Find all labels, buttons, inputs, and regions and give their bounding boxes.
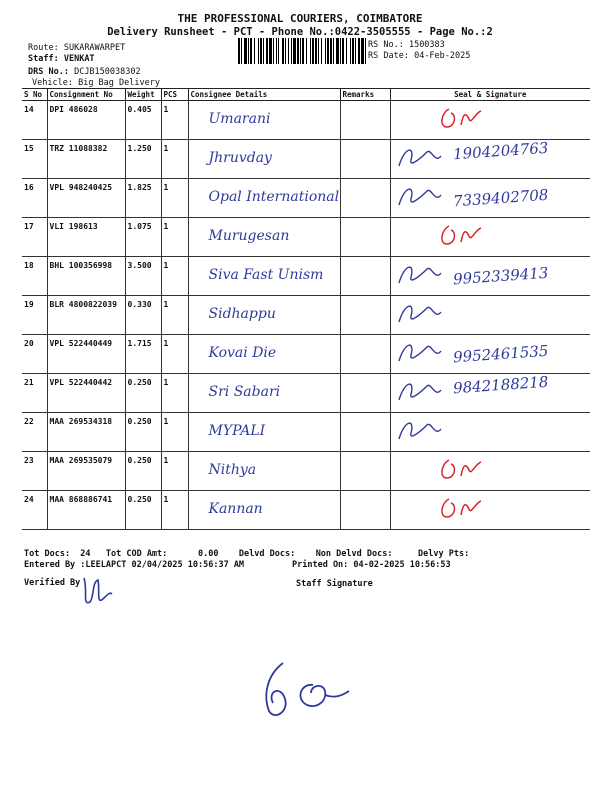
- cell-consignee: [188, 140, 340, 179]
- cell-consignment: BHL 100356998: [47, 257, 125, 296]
- cell-sno: 22: [22, 413, 47, 452]
- barcode: [238, 38, 366, 64]
- cell-sno: 23: [22, 452, 47, 491]
- cell-consignment: MAA 868886741: [47, 491, 125, 530]
- cell-consignment: VPL 522440442: [47, 374, 125, 413]
- col-consignee: Consignee Details: [188, 89, 340, 101]
- cell-consignee: [188, 218, 340, 257]
- cell-remarks: [340, 374, 390, 413]
- cell-weight: 0.250: [125, 452, 161, 491]
- cell-signature: [390, 218, 590, 257]
- cell-consignee: [188, 179, 340, 218]
- cell-weight: 3.500: [125, 257, 161, 296]
- runsheet-table: [22, 88, 590, 530]
- table-row: [22, 296, 590, 335]
- cell-consignee: [188, 491, 340, 530]
- printed-on: Printed On: 04-02-2025 10:56:53: [292, 560, 451, 570]
- cell-pcs: 1: [161, 218, 188, 257]
- consignee-handwriting: Kovai Die: [208, 345, 277, 361]
- cell-consignment: TRZ 11088382: [47, 140, 125, 179]
- cell-remarks: [340, 179, 390, 218]
- cell-sno: 24: [22, 491, 47, 530]
- cell-remarks: [340, 257, 390, 296]
- table-row: [22, 140, 590, 179]
- cell-pcs: 1: [161, 374, 188, 413]
- cell-consignment: DPI 486028: [47, 101, 125, 140]
- cell-weight: 0.250: [125, 413, 161, 452]
- cell-signature: [390, 257, 590, 296]
- cell-consignment: BLR 4800822039: [47, 296, 125, 335]
- cell-signature: [390, 374, 590, 413]
- cell-weight: 1.075: [125, 218, 161, 257]
- cell-consignee: [188, 101, 340, 140]
- consignee-handwriting: MYPALI: [208, 423, 266, 439]
- staff-line: Staff: VENKAT: [28, 54, 95, 64]
- cell-remarks: [340, 140, 390, 179]
- table-row: [22, 257, 590, 296]
- consignee-handwriting: Sidhappu: [208, 306, 276, 322]
- cell-signature: [390, 491, 590, 530]
- cell-pcs: 1: [161, 101, 188, 140]
- cell-remarks: [340, 452, 390, 491]
- cell-signature: [390, 452, 590, 491]
- signature-phone: 1904204763: [451, 138, 549, 164]
- cell-pcs: 1: [161, 179, 188, 218]
- table-header-row: [22, 89, 590, 101]
- table-row: [22, 179, 590, 218]
- cell-consignee: [188, 452, 340, 491]
- cell-signature: [390, 296, 590, 335]
- page-subtitle: Delivery Runsheet - PCT - Phone No.:0422-3505555 - Page No.:2: [107, 26, 493, 38]
- table-row: [22, 413, 590, 452]
- col-weight: Weight: [125, 89, 161, 101]
- signature-mark: [391, 218, 591, 252]
- cell-weight: 0.330: [125, 296, 161, 335]
- staff-signature-label: Staff Signature: [296, 579, 373, 589]
- cell-pcs: 1: [161, 296, 188, 335]
- staff-signature: [255, 655, 365, 725]
- cell-consignment: MAA 269534318: [47, 413, 125, 452]
- entered-by: Entered By :LEELAPCT 02/04/2025 10:56:37 AM: [24, 560, 245, 570]
- col-signature: Seal & Signature: [390, 89, 590, 101]
- cell-consignment: VPL 522440449: [47, 335, 125, 374]
- consignee-handwriting: Murugesan: [208, 228, 290, 244]
- cell-sno: 15: [22, 140, 47, 179]
- cell-signature: [390, 179, 590, 218]
- cell-weight: 0.250: [125, 491, 161, 530]
- cell-consignee: [188, 335, 340, 374]
- col-consignment: Consignment No: [47, 89, 125, 101]
- route-line: Route: SUKARAWARPET: [28, 43, 126, 53]
- cell-consignment: VLI 198613: [47, 218, 125, 257]
- cell-consignee: [188, 413, 340, 452]
- signature-mark: [391, 101, 591, 135]
- signature-phone: 7339402708: [451, 185, 549, 211]
- signature-phone: 9952461535: [451, 341, 549, 367]
- cell-pcs: 1: [161, 335, 188, 374]
- consignee-handwriting: Siva Fast Unism: [208, 267, 324, 283]
- cell-pcs: 1: [161, 413, 188, 452]
- cell-weight: 1.715: [125, 335, 161, 374]
- table-row: [22, 491, 590, 530]
- cell-sno: 17: [22, 218, 47, 257]
- table-row: [22, 452, 590, 491]
- cell-sno: 18: [22, 257, 47, 296]
- cell-weight: 1.250: [125, 140, 161, 179]
- cell-consignee: [188, 296, 340, 335]
- col-sno: S No: [22, 89, 47, 101]
- drs-line: DRS No.: DCJB150038302: [28, 67, 141, 77]
- cell-pcs: 1: [161, 140, 188, 179]
- cell-sno: 20: [22, 335, 47, 374]
- cell-remarks: [340, 335, 390, 374]
- cell-weight: 1.825: [125, 179, 161, 218]
- signature-mark: [391, 452, 591, 486]
- rs-no-line: RS No.: 1500383: [368, 40, 445, 50]
- cell-remarks: [340, 296, 390, 335]
- signature-phone: 9952339413: [451, 263, 549, 289]
- cell-pcs: 1: [161, 491, 188, 530]
- table-row: [22, 374, 590, 413]
- signature-phone: 9842188218: [451, 372, 549, 398]
- col-remarks: Remarks: [340, 89, 390, 101]
- verified-by-label: Verified By: [24, 578, 81, 588]
- page-title: THE PROFESSIONAL COURIERS, COIMBATORE: [177, 12, 423, 25]
- col-pcs: PCS: [161, 89, 188, 101]
- rs-date-line: RS Date: 04-Feb-2025: [368, 51, 471, 61]
- cell-signature: [390, 101, 590, 140]
- cell-weight: 0.405: [125, 101, 161, 140]
- totals-line: Tot Docs: 24 Tot COD Amt: 0.00 Delvd Docs: Non Delvd Docs: Delvy Pts:: [24, 549, 470, 559]
- cell-weight: 0.250: [125, 374, 161, 413]
- cell-sno: 21: [22, 374, 47, 413]
- cell-consignment: VPL 948240425: [47, 179, 125, 218]
- consignee-handwriting: Jhruvday: [208, 150, 272, 166]
- consignee-handwriting: Umarani: [208, 111, 271, 127]
- cell-sno: 19: [22, 296, 47, 335]
- consignee-handwriting: Kannan: [208, 501, 263, 517]
- cell-remarks: [340, 491, 390, 530]
- cell-pcs: 1: [161, 452, 188, 491]
- cell-pcs: 1: [161, 257, 188, 296]
- cell-remarks: [340, 413, 390, 452]
- consignee-handwriting: Opal International: [208, 189, 340, 205]
- cell-consignee: [188, 257, 340, 296]
- verified-signature: [76, 572, 116, 616]
- cell-sno: 14: [22, 101, 47, 140]
- vehicle-line: Vehicle: Big Bag Delivery: [32, 78, 160, 88]
- table-row: [22, 101, 590, 140]
- cell-remarks: [340, 218, 390, 257]
- cell-consignment: MAA 269535079: [47, 452, 125, 491]
- cell-signature: [390, 140, 590, 179]
- cell-remarks: [340, 101, 390, 140]
- cell-consignee: [188, 374, 340, 413]
- signature-mark: [391, 491, 591, 525]
- cell-sno: 16: [22, 179, 47, 218]
- consignee-handwriting: Sri Sabari: [208, 384, 281, 400]
- table-row: [22, 335, 590, 374]
- consignee-handwriting: Nithya: [208, 462, 257, 478]
- table-row: [22, 218, 590, 257]
- cell-signature: [390, 413, 590, 452]
- cell-signature: [390, 335, 590, 374]
